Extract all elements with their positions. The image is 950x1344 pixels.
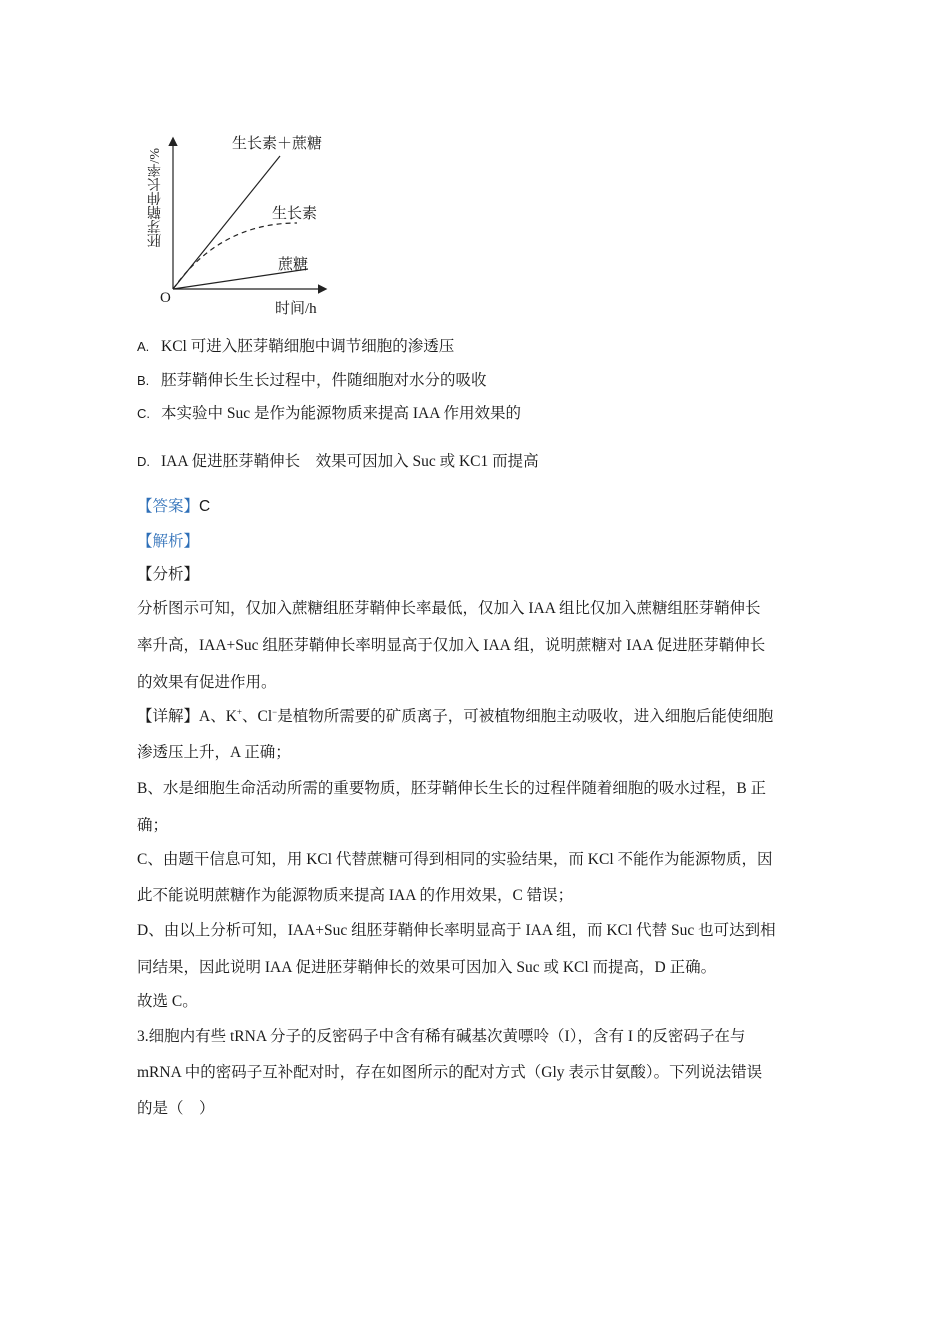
curve-label-auxin: 生长素	[272, 206, 318, 222]
option-d	[137, 449, 539, 471]
detail-tag: 【详解】	[137, 708, 200, 725]
option-letter: C.	[137, 406, 150, 421]
option-b	[137, 368, 487, 390]
option-text: 本实验中 Suc 是作为能源物质来提高 IAA 作用效果的	[161, 405, 521, 422]
question3-line-3: 的是（ ）	[137, 1100, 215, 1117]
x-axis-label: 时间/h	[275, 301, 317, 317]
detail-d-line-1: D、由以上分析可知，IAA+Suc 组胚芽鞘伸长率明显高于 IAA 组，而 KCl 代替 Suc 也可达到相	[137, 922, 776, 939]
detail-a-line-2: 渗透压上升，A 正确；	[137, 744, 291, 761]
curve-label-sucrose: 蔗糖	[278, 257, 309, 273]
option-letter: B.	[137, 373, 150, 388]
y-axis-label: 胚芽鞘伸长率/%	[148, 148, 163, 248]
answer-value: C	[199, 498, 211, 515]
origin-label: O	[160, 290, 171, 306]
detail-c-line-1: C、由题干信息可知，用 KCl 代替蔗糖可得到相同的实验结果，而 KCl 不能作为能源物质，因	[137, 851, 773, 868]
auxin-sucrose-curve	[173, 156, 280, 289]
detail-d-line-2: 同结果，因此说明 IAA 促进胚芽鞘伸长的效果可因加入 Suc 或 KCl 而提高，D 正确。	[137, 959, 717, 976]
fenxi-tag: 【分析】	[137, 566, 200, 583]
detail-b-line-1: B、水是细胞生命活动所需的重要物质，胚芽鞘伸长生长的过程伴随着细胞的吸水过程，B 正	[137, 780, 767, 797]
detail-c-line-2: 此不能说明蔗糖作为能源物质来提高 IAA 的作用效果，C 错误；	[137, 887, 574, 904]
question3-line-1: 3.细胞内有些 tRNA 分子的反密码子中含有稀有碱基次黄嘌呤（I），含有 I 的反密码子在与	[137, 1028, 746, 1045]
fenxi-line-1: 分析图示可知，仅加入蔗糖组胚芽鞘伸长率最低，仅加入 IAA 组比仅加入蔗糖组胚芽鞘伸长	[137, 600, 761, 617]
cl-ion-charge: −	[272, 707, 278, 717]
option-c	[137, 401, 521, 423]
answer-line	[137, 494, 210, 516]
fenxi-line-3: 的效果有促进作用。	[137, 674, 277, 691]
option-letter: D.	[137, 454, 150, 469]
detail-b-line-2: 确；	[137, 817, 169, 834]
fenxi-line-2: 率升高，IAA+Suc 组胚芽鞘伸长率明显高于仅加入 IAA 组，说明蔗糖对 IAA 促进胚芽鞘伸长	[137, 637, 766, 654]
analysis-tag: 【解析】	[137, 533, 200, 550]
question3-line-2: mRNA 中的密码子互补配对时，存在如图所示的配对方式（Gly 表示甘氨酸）。下列说法错误	[137, 1064, 763, 1081]
option-text: 胚芽鞘伸长生长过程中，件随细胞对水分的吸收	[161, 372, 487, 389]
option-letter: A.	[137, 339, 150, 354]
detail-a-mid: 、Cl	[241, 708, 273, 725]
option-text: IAA 促进胚芽鞘伸长 效果可因加入 Suc 或 KC1 而提高	[161, 453, 539, 470]
answer-tag: 【答案】	[137, 498, 200, 515]
curve-label-auxin-sucrose: 生长素＋蔗糖	[232, 136, 323, 152]
option-a	[137, 334, 454, 356]
k-ion-charge: +	[236, 707, 242, 717]
detail-conclusion: 故选 C。	[137, 993, 198, 1010]
option-text: KCl 可进入胚芽鞘细胞中调节细胞的渗透压	[161, 338, 455, 355]
detail-a-line-1	[137, 704, 773, 726]
detail-a-prefix: A、K	[199, 708, 237, 725]
detail-a-rest: 是植物所需要的矿质离子，可被植物细胞主动吸收，进入细胞后能使细胞	[277, 708, 774, 725]
